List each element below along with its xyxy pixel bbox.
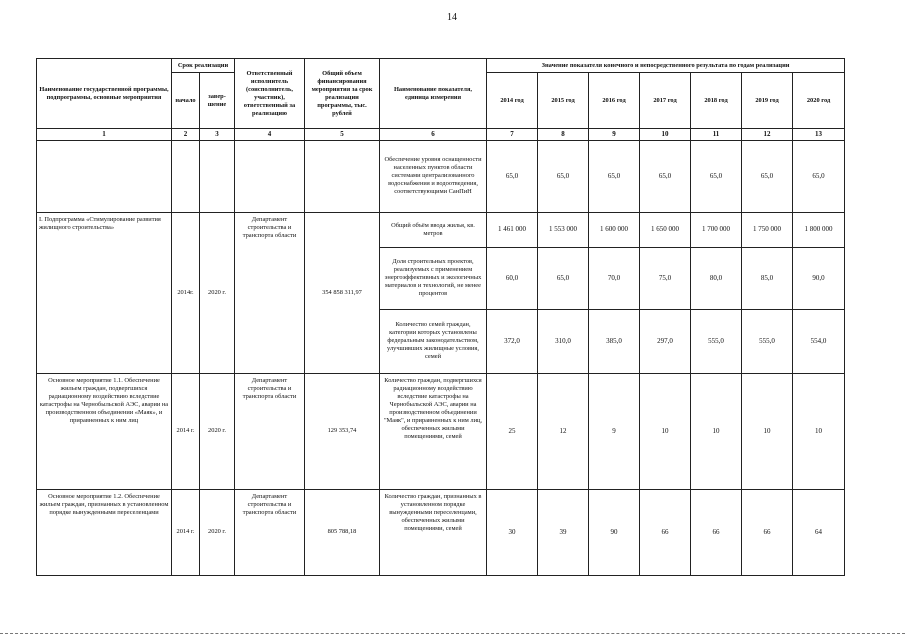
header-end: завер-шение <box>200 73 235 129</box>
header-period: Срок реализации <box>172 59 235 73</box>
header-name: Наименование государственной программы, подпрограммы, основные мероприятия <box>37 59 172 129</box>
value-cell: 25 <box>487 373 538 489</box>
header-values: Значение показателя конечного и непосредственного результата по годам реализации <box>487 59 845 73</box>
funding-cell: 805 788,18 <box>305 489 380 575</box>
value-cell: 30 <box>487 489 538 575</box>
value-cell: 1 700 000 <box>691 212 742 247</box>
value-cell: 65,0 <box>793 140 845 212</box>
column-number: 4 <box>235 129 305 141</box>
end-cell: 2020 г. <box>200 489 235 575</box>
value-cell: 90 <box>589 489 640 575</box>
funding-cell <box>305 140 380 212</box>
value-cell: 1 600 000 <box>589 212 640 247</box>
table-row <box>37 373 845 489</box>
value-cell: 310,0 <box>538 309 589 373</box>
value-cell: 65,0 <box>589 140 640 212</box>
value-cell: 297,0 <box>640 309 691 373</box>
header-year: 2017 год <box>640 73 691 129</box>
header-funding: Общий объем финансирования мероприятия за срок реализации программы, тыс. рублей <box>305 59 380 129</box>
table-row <box>37 140 845 212</box>
start-cell: 2014г. <box>172 212 200 373</box>
column-number: 5 <box>305 129 380 141</box>
value-cell: 65,0 <box>691 140 742 212</box>
table-row <box>37 489 845 575</box>
value-cell: 65,0 <box>538 247 589 309</box>
value-cell: 66 <box>742 489 793 575</box>
value-cell: 9 <box>589 373 640 489</box>
value-cell: 12 <box>538 373 589 489</box>
value-cell: 1 461 000 <box>487 212 538 247</box>
value-cell: 39 <box>538 489 589 575</box>
end-cell: 2020 г. <box>200 373 235 489</box>
value-cell: 66 <box>640 489 691 575</box>
column-number: 8 <box>538 129 589 141</box>
header-year: 2019 год <box>742 73 793 129</box>
header-indicator: Наименование показателя, единица измерения <box>380 59 487 129</box>
indicator-cell: Количество семей граждан, категории которых установлены федеральным законодательством, улучшивших жилищные условия, семей <box>380 309 487 373</box>
column-number: 11 <box>691 129 742 141</box>
header-year: 2016 год <box>589 73 640 129</box>
value-cell: 385,0 <box>589 309 640 373</box>
value-cell: 66 <box>691 489 742 575</box>
indicator-cell: Общий объём ввода жилья, кв. метров <box>380 212 487 247</box>
value-cell: 555,0 <box>742 309 793 373</box>
value-cell: 75,0 <box>640 247 691 309</box>
value-cell: 1 750 000 <box>742 212 793 247</box>
table-row <box>37 212 845 247</box>
value-cell: 64 <box>793 489 845 575</box>
value-cell: 70,0 <box>589 247 640 309</box>
executor-cell <box>235 140 305 212</box>
column-number: 13 <box>793 129 845 141</box>
header-year: 2015 год <box>538 73 589 129</box>
name-cell: I. Подпрограмма «Стимулирование развития жилищного строительства» <box>37 212 172 373</box>
executor-cell: Департамент строительства и транспорта области <box>235 212 305 373</box>
header-year: 2020 год <box>793 73 845 129</box>
name-cell: Основное мероприятие 1.1. Обеспечение жильем граждан, подвергшихся радиационному воздействию вследствие катастрофы на Чернобыльской АЭС, аварии на производственном объединении «Маяк», и приравненных к ним лиц <box>37 373 172 489</box>
indicator-cell: Обеспечение уровня оснащенности населенных пунктов области системами централизованного водоснабжения и водоотведения, соответствующими СанПиН <box>380 140 487 212</box>
value-cell: 65,0 <box>538 140 589 212</box>
program-indicators-table <box>36 58 845 576</box>
value-cell: 85,0 <box>742 247 793 309</box>
end-cell: 2020 г. <box>200 212 235 373</box>
start-cell <box>172 140 200 212</box>
value-cell: 65,0 <box>640 140 691 212</box>
column-number: 6 <box>380 129 487 141</box>
column-number: 1 <box>37 129 172 141</box>
name-cell: Основное мероприятие 1.2. Обеспечение жильем граждан, признанных в установленном порядке вынужденными переселенцами <box>37 489 172 575</box>
value-cell: 554,0 <box>793 309 845 373</box>
value-cell: 10 <box>691 373 742 489</box>
column-number: 9 <box>589 129 640 141</box>
funding-cell: 354 858 311,97 <box>305 212 380 373</box>
value-cell: 10 <box>742 373 793 489</box>
value-cell: 1 800 000 <box>793 212 845 247</box>
page-number: 14 <box>447 12 457 23</box>
value-cell: 1 650 000 <box>640 212 691 247</box>
indicator-cell: Доля строительных проектов, реализуемых с применением энергоэффективных и экологичных материалов и технологий, не менее процентов <box>380 247 487 309</box>
value-cell: 80,0 <box>691 247 742 309</box>
value-cell: 555,0 <box>691 309 742 373</box>
column-number: 3 <box>200 129 235 141</box>
funding-cell: 129 353,74 <box>305 373 380 489</box>
value-cell: 10 <box>640 373 691 489</box>
footer-divider <box>0 633 905 634</box>
value-cell: 65,0 <box>487 140 538 212</box>
indicator-cell: Количество граждан, признанных в установленном порядке вынужденными переселенцами, обеспеченных жилыми помещениями, семей <box>380 489 487 575</box>
header-executor: Ответственный исполнитель (соисполнитель, участник), ответственный за реализацию <box>235 59 305 129</box>
value-cell: 10 <box>793 373 845 489</box>
indicator-cell: Количество граждан, подвергшихся радиационному воздействию вследствие катастрофы на Чернобыльской АЭС, аварии на производственном объединении "Маяк", и приравненных к ним лиц, обеспеченных жилыми помещениями, семей <box>380 373 487 489</box>
end-cell <box>200 140 235 212</box>
executor-cell: Департамент строительства и транспорта области <box>235 373 305 489</box>
header-year: 2014 год <box>487 73 538 129</box>
start-cell: 2014 г. <box>172 489 200 575</box>
column-number: 7 <box>487 129 538 141</box>
executor-cell: Департамент строительства и транспорта области <box>235 489 305 575</box>
column-number: 12 <box>742 129 793 141</box>
start-cell: 2014 г. <box>172 373 200 489</box>
header-year: 2018 год <box>691 73 742 129</box>
value-cell: 372,0 <box>487 309 538 373</box>
column-number: 2 <box>172 129 200 141</box>
value-cell: 65,0 <box>742 140 793 212</box>
column-number: 10 <box>640 129 691 141</box>
value-cell: 60,0 <box>487 247 538 309</box>
value-cell: 90,0 <box>793 247 845 309</box>
name-cell <box>37 140 172 212</box>
header-start: начало <box>172 73 200 129</box>
value-cell: 1 553 000 <box>538 212 589 247</box>
